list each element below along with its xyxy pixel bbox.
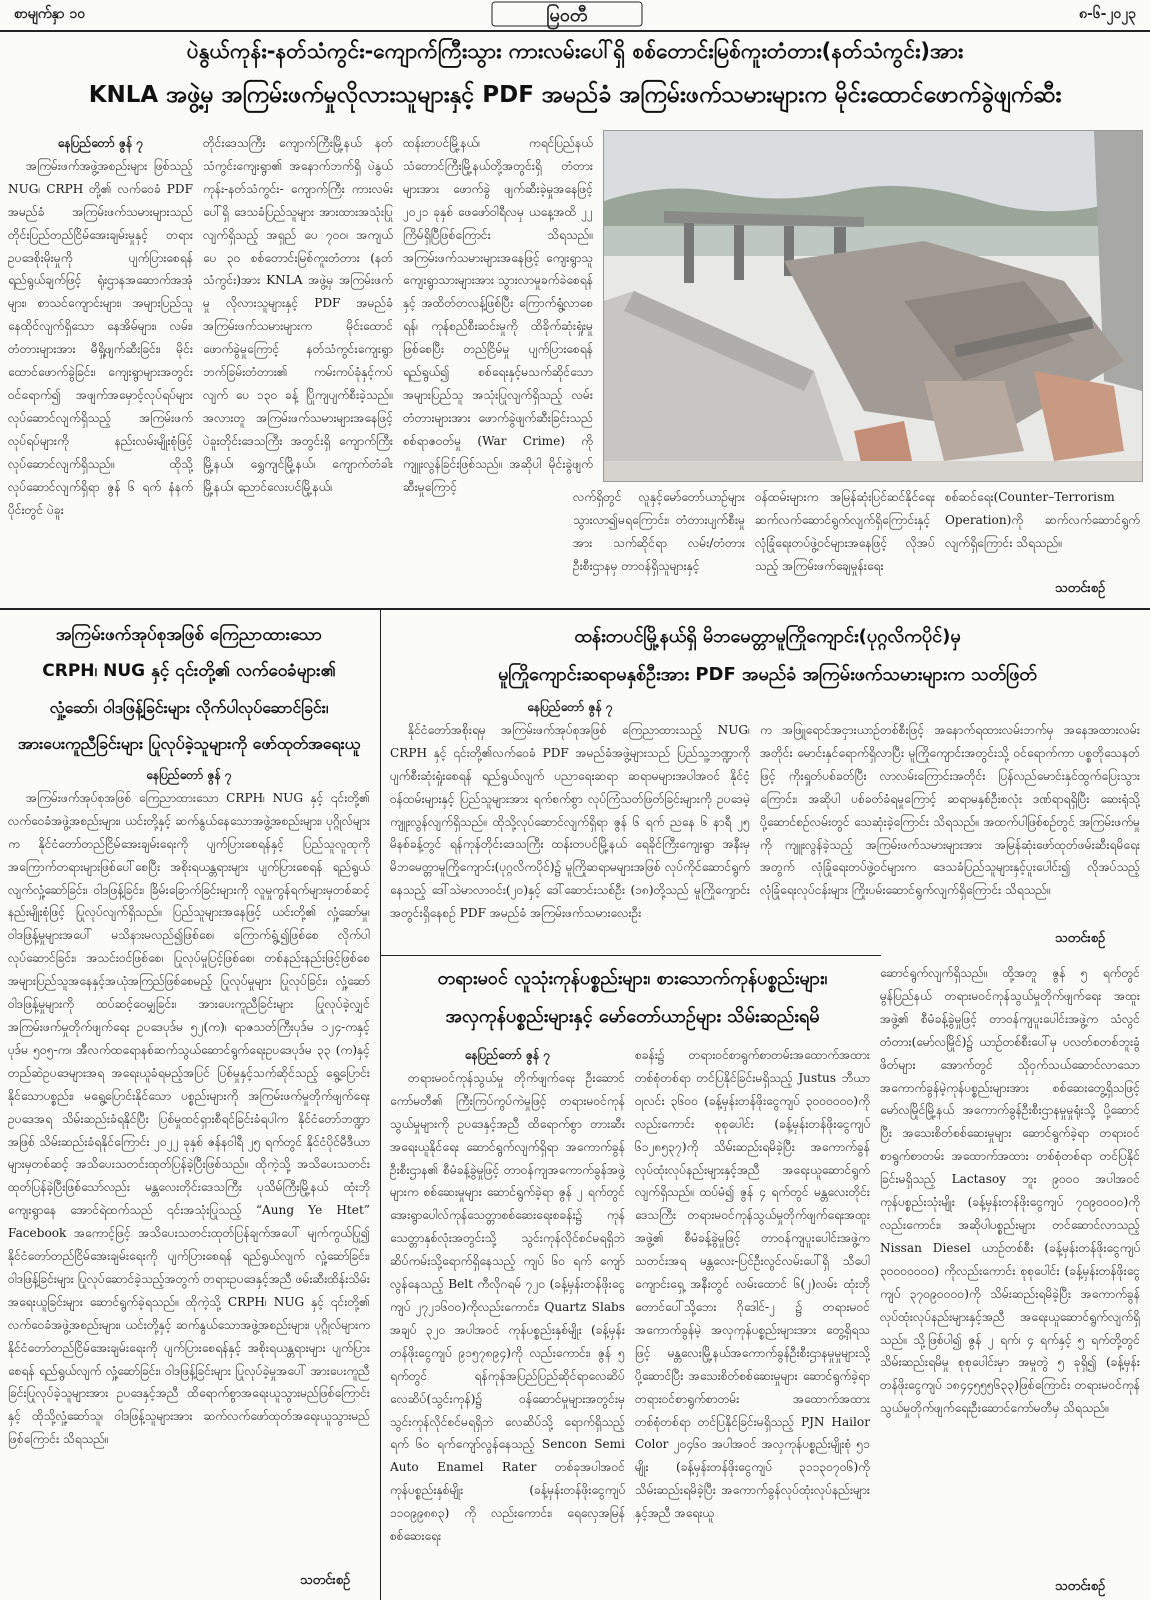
top-story-column-2 xyxy=(203,132,393,606)
left-headline-line-2: CRPH၊ NUG နှင့် ၎င်းတို့၏ လက်ဝေခံများ၏ xyxy=(42,661,336,681)
right-bottom-column-1 xyxy=(390,1044,625,1594)
top-story-paragraph-2: တိုင်းဒေသကြီး ကျောက်ကြီးမြို့နယ် နတ်သံကွင်းကျေးရွာ၏ အနောက်ဘက်ရှိ ပဲနွယ်ကုန်း-နတ်သံကွင်း- ကျောက်ကြီး ကားလမ်းပေါ်ရှိ ဒေသခံပြည်သူများ အားထားအသုံးပြုလျက်ရှိသည့် အရှည် ပေ ၇၀၀၊ အကျယ် ပေ ၃၀ စစ်တောင်းမြစ်ကူးတံတား (နတ်သံကွင်း)အား KNLA အဖွဲ့မှ အကြမ်းဖက်မှု လိုလားသူများနှင့် PDF အမည်ခံအကြမ်းဖက်သမားများက မိုင်းထောင်ဖောက်ခွဲမှုကြောင့် နတ်သံကွင်းကျေးရွာဘက်ခြမ်းတံတား၏ ကမ်းကပ်ခုံနှင့်ကပ်လျက် ပေ ၁၃၀ ခန့် ပြိုကျပျက်စီးခဲ့သည်။ အလားတူ အကြမ်းဖက်သမားများအနေဖြင့် ပဲခူးတိုင်းဒေသကြီး အတွင်းရှိ ကျောက်ကြီးမြို့နယ်၊ ရွှေကျင်မြို့နယ်၊ ကျောက်တံခါးမြို့နယ်၊ ညောင်လေးပင်မြို့နယ်၊ xyxy=(203,136,393,494)
top-story-column-4 xyxy=(573,486,745,606)
left-headline-line-1: အကြမ်းဖက်အုပ်စုအဖြစ် ကြေညာထားသော xyxy=(55,625,323,645)
right-bottom-headline-line-2: အလှကုန်ပစ္စည်းများနှင့် မော်တော်ယာဉ်များ သိမ်းဆည်းရမိ xyxy=(445,1006,820,1027)
right-top-dateline: နေပြည်တော် ဇွန် ၇ xyxy=(527,700,613,714)
right-bottom-column-3 xyxy=(880,962,1140,1577)
right-top-headline-line-2: မူကြိုကျောင်းဆရာမနှစ်ဦးအား PDF အမည်ခံ အကြမ်းဖက်သမားများက သတ်ဖြတ် xyxy=(498,664,1037,685)
right-bottom-dateline: နေပြည်တော် ဇွန် ၇ xyxy=(464,1048,551,1062)
right-top-column-1 xyxy=(390,696,750,946)
top-story-paragraph-6: စစ်ဆင်ရေး(Counter–Terrorism Operation)ကို ဆက်လက်ဆောင်ရွက်လျက်ရှိကြောင်း သိရသည်။ xyxy=(945,490,1140,550)
right-top-byline: သတင်းစဉ် xyxy=(1055,931,1106,946)
right-bottom-paragraph-2: စခန်း၌ တရားဝင်စာရွက်စာတမ်းအထောက်အထားတစ်စုံတစ်ရာ တင်ပြနိုင်ခြင်းမရှိသည့် Justus ဘီယာ ၀ုလင်း ၃၆၀၀ (ခန့်မှန်းတန်ဖိုးငွေကျပ် ၃၀၀၀၀၀၀)ကိုလည်းကောင်း စုစုပေါင်း (ခန့်မှန်းတန်ဖိုးငွေကျပ် ၆၁၂၈၅၃၇)ကို သိမ်းဆည်းရမိခဲ့ပြီး အကောက်ခွန်လုပ်ထုံးလုပ်နည်းများနှင့်အညီ အရေးယူဆောင်ရွက်လျက်ရှိသည်။ ထပ်မံ၍ ဇွန် ၄ ရက်တွင် မန္တလေးတိုင်းဒေသကြီး တရားမဝင်ကုန်သွယ်မှုတိုက်ဖျက်ရေးအထူးအဖွဲ့၏ စီမံခန့်ခွဲမှုဖြင့် တာဝန်ကျပူးပေါင်းအဖွဲ့က သတင်းအရ မန္တလေး-ပြင်ဦးလွင်လမ်းပေါ်ရှိ သီပေါကျောင်းရှေ့ အနီးတွင် လမ်းထောင် ၆(၂)လမ်း ထုံးဘိုတောင်ပေါ်သို့ဘေး ဂိုဒေါင်-၂ ၌ တရားမဝင်အကောက်ခွန်မဲ့ အလှကုန်ပစ္စည်းများအား တွေ့ရှိရသဖြင့် မန္တလေးမြို့နယ်အကောက်ခွန်ဦးစီးဌာနမှုမှုများသို့ ပို့ဆောင်ပြီး အသေးစိတ်စစ်ဆေးမှုများ ဆောင်ရွက်ခဲ့ရာ တရားဝင်စာရွက်စာတမ်း အထောက်အထားတစ်စုံတစ်ရာ တင်ပြနိုင်ခြင်းမရှိသည့် PJN Hailor Color ၂၀၄၆၀ အပါအဝင် အလှကုန်ပစ္စည်းမျိုးစုံ ၅၁ မျိုး (ခန့်မှန်းတန်ဖိုးငွေကျပ် ၃၁၁၃၀၇၀၆)ကိုသိမ်းဆည်းရမိခဲ့ပြီး အကောက်ခွန်လုပ်ထုံးလုပ်နည်းများနှင့်အညီ အရေးယူ xyxy=(635,1048,870,1521)
right-top-headline-line-1: ထန်းတပင်မြို့နယ်ရှိ မိဘမေတ္တာမူကြိုကျောင်း(ပုဂ္ဂလိကပိုင်)မှ xyxy=(574,626,961,647)
top-story-column-6 xyxy=(945,486,1140,586)
right-bottom-byline: သတင်းစဉ် xyxy=(1055,1579,1106,1594)
left-story-dateline: နေပြည်တော် ဇွန် ၇ xyxy=(146,768,232,782)
top-story-column-5 xyxy=(755,486,935,606)
right-top-paragraph-1: နိုင်ငံတော်အစိုးရမှ အကြမ်းဖက်အုပ်စုအဖြစ် ကြေညာထားသည့် NUG၊ CRPH နှင့် ၎င်းတို့၏လက်ဝေခံ PDF အမည်ခံအဖွဲ့များသည် ပြည်သူ့ဘဏ္ဍာကို ပျက်စီးဆုံးရှုံးစေရန် ရည်ရွယ်လျက် ပညာရေးဆရာ ဆရာမများအပါအဝင် နိုင်ငံ့ဝန်ထမ်းများနှင့် ပြည်သူများအား ရက်စက်စွာ လုပ်ကြံသတ်ဖြတ်ခြင်းများကို ဥပဒေမဲ့ကျူးလွန်လျက်ရှိသည်။ ထိုသို့လုပ်ဆောင်လျက်ရှိရာ ဇွန် ၆ ရက် ညနေ ၆ နာရီ ၂၅ မိနစ်ခန့်တွင် ရန်ကုန်တိုင်းဒေသကြီး ထန်းတပင်မြို့နယ် ရေခိုင်ကြီးကျေးရွာ အနီးမှ မိဘမေတ္တာမူကြိုကျောင်း(ပုဂ္ဂလိကပိုင်)၌ မူကြိုဆရာမများအဖြစ် လုပ်ကိုင်ဆောင်ရွက်နေသည့် ဒေါ်သဲမာလာဝင်း(၂၀)နှင့် ဒေါ်ဆောင်းသစ်ဦး (၁၈)တို့သည် မူကြိုကျောင်းအတွင်းရှိနေစဉ် PDF အမည်ခံ အကြမ်းဖက်သမားလေးဦး xyxy=(390,722,750,921)
left-story-body xyxy=(8,764,370,1564)
top-headline-line-1: ပဲနွယ်ကုန်း-နတ်သံကွင်း-ကျောက်ကြီးသွား ကားလမ်းပေါ်ရှိ စစ်တောင်းမြစ်ကူးတံတား(နတ်သံကွင်း)အား xyxy=(186,39,964,63)
issue-date: ၈-၆-၂၀၂၃ xyxy=(1079,6,1136,22)
page-number: စာမျက်နှာ ၁၀ xyxy=(14,6,86,22)
top-story-byline: သတင်းစဉ် xyxy=(1055,581,1106,596)
column-divider xyxy=(380,610,381,1600)
top-story-paragraph-1: အကြမ်းဖက်အဖွဲ့အစည်းများ ဖြစ်သည့် NUG၊ CRPH တို့၏ လက်ဝေခံ PDF အမည်ခံ အကြမ်းဖက်သမားများသည် တိုင်းပြည်တည်ငြိမ်အေးချမ်းမှုနှင့် တရားဥပဒေစိုးမိုးမှုကို ပျက်ပြားစေရန် ရည်ရွယ်ချက်ဖြင့် ရုံးဌာနအဆောက်အအုံများ၊ စာသင်ကျောင်းများ၊ အများပြည်သူနေထိုင်လျက်ရှိသော နေအိမ်များ၊ လမ်း၊ တံတားများအား မီရှို့ဖျက်ဆီးခြင်း၊ မိုင်းထောင်ဖောက်ခွဲခြင်း၊ ကျေးရွာများအတွင်း ဝင်ရောက်၍ အဖျက်အမှောင့်လုပ်ရပ်များ လုပ်ဆောင်လျက်ရှိသည့် အကြမ်းဖက်လုပ်ရပ်များကို နည်းလမ်းမျိုးစုံဖြင့် လုပ်ဆောင်လျက်ရှိသည်။ ထိုသို့ လုပ်ဆောင်လျက်ရှိရာ ဇွန် ၆ ရက် နံနက်ပိုင်းတွင် ပဲခူး xyxy=(8,158,193,517)
left-headline-line-3: လှုံ့ဆော်၊ ဝါဒဖြန့်ခြင်းများ လိုက်ပါလုပ်ဆောင်ခြင်း၊ xyxy=(49,698,329,717)
right-bottom-paragraph-1: တရားမဝင်ကုန်သွယ်မှု တိုက်ဖျက်ရေး ဦးဆောင်ကော်မတီ၏ ကြီးကြပ်ကွပ်ကဲမှုဖြင့် တရားမဝင်ကုန်သွယ်မှုများကို ဥပဒေနှင့်အညီ ထိရောက်စွာ တားဆီးအရေးယူနိုင်ရေး ဆောင်ရွက်လျက်ရှိရာ အကောက်ခွန်ဦးစီးဌာန၏ စီမံခန့်ခွဲမှုဖြင့် တာဝန်ကျအကောက်ခွန်အဖွဲ့များက စစ်ဆေးမှုများ ဆောင်ရွက်ခဲ့ရာ ဇွန် ၂ ရက်တွင် အေးရွာပေါလ်ကုန်သေတ္တာစစ်ဆေးရေးစခန်း၌ ကုန်သေတ္တာနှစ်လုံးအတွင်းသို့ သွင်းကုန်လိုင်စင်မရရှိဘဲ ဆိပ်ကမ်းသို့ရောက်ရှိနေသည့် ကျပ် ၆၀ ရက် ကျော်လွန်နေသည့် Belt ကီလိုဂရမ် ၇၂၀ (ခန့်မှန်းတန်ဖိုးငွေကျပ် ၂၇၂၁၆၀၀)ကိုလည်းကောင်း၊ Quartz Slabs အချပ် ၃၂၀ အပါအဝင် ကုန်ပစ္စည်းနှစ်မျိုး (ခန့်မှန်းတန်ဖိုးငွေကျပ် ၉၁၅၇၈၉၄)ကို လည်းကောင်း၊ ဇွန် ၅ ရက်တွင် ရန်ကုန်အပြည်ပြည်ဆိုင်ရာလေဆိပ် လေဆိပ်(သွင်းကုန်)၌ ဝန်ဆောင်မှုများအတွင်းမှ သွင်းကုန်လိုင်စင်မရရှိဘဲ လေဆိပ်သို့ ရောက်ရှိသည့်ရက် ၆၀ ရက်ကျော်လွန်နေသည့် Sencon Semi Auto Enamel Rater တစ်ခုအပါအဝင် ကုန်ပစ္စည်းနှစ်မျိုး (ခန့်မှန်းတန်ဖိုးငွေကျပ် ၁၁၀၉၉၈၈၃) ကို လည်းကောင်း၊ ရေလှေအမြန်စစ်ဆေးရေး xyxy=(390,1070,625,1544)
right-bottom-paragraph-3: ဆောင်ရွက်လျက်ရှိသည်။ ထို့အတူ ဇွန် ၅ ရက်တွင် မွန်ပြည်နယ် တရားမဝင်ကုန်သွယ်မှုတိုက်ဖျက်ရေး အထူးအဖွဲ့၏ စီမံခန့်ခွဲမှုဖြင့် တာဝန်ကျပူးပေါင်းအဖွဲ့က သံလွင်တံတား(မော်လမြိုင်)၌ ယာဉ်တစ်စီးပေါ်မှ ပလတ်စတစ်ဘူးခွံဖိတ်များ အောက်တွင် သိုဝှက်သယ်ဆောင်လာသောအကောက်ခွန်မဲ့ကုန်ပစ္စည်းများအား စစ်ဆေးတွေ့ရှိသဖြင့် မော်လမြိုင်မြို့နယ် အကောက်ခွန်ဦးစီးဌာနမှုမှုရုံးသို့ ပို့ဆောင်ပြီး အသေးစိတ်စစ်ဆေးမှုများ ဆောင်ရွက်ခဲ့ရာ တရားဝင်စာရွက်စာတမ်း အထောက်အထား တစ်စုံတစ်ရာ တင်ပြနိုင်ခြင်းမရှိသည့် Lactasoy ဘူး ၉၀၀၀ အပါအဝင် ကုန်ပစ္စည်းသုံးမျိုး (ခန့်မှန်းတန်ဖိုးငွေကျပ် ၇၀၉၀၀၀၀)ကိုလည်းကောင်း၊ အဆိုပါပစ္စည်းများ တင်ဆောင်လာသည့် Nissan Diesel ယာဉ်တစ်စီး (ခန့်မှန်းတန်ဖိုးငွေကျပ် ၃၀၀၀၀၀၀၀) ကိုလည်းကောင်း စုစုပေါင်း (ခန့်မှန်းတန်ဖိုးငွေကျပ် ၃၇၀၉၀၀၀၀)ကို သိမ်းဆည်းရမိခဲ့ပြီး အကောက်ခွန်လုပ်ထုံးလုပ်နည်းများနှင့်အညီ အရေးယူဆောင်ရွက်လျက်ရှိသည်။ သို့ဖြစ်ပါ၍ ဇွန် ၂ ရက်၊ ၄ ရက်နှင့် ၅ ရက်တို့တွင် သိမ်းဆည်းရမိမှု စုစုပေါင်းမှာ အမှုတွဲ ၅ ခုရှိ၍ (ခန့်မှန်းတန်ဖိုးငွေကျပ် ၁၈၄၄၅၅၅၆၃၃)ဖြစ်ကြောင်း တရားမဝင်ကုန်သွယ်မှုတိုက်ဖျက်ရေးဦးဆောင်ကော်မတီမှ သိရသည်။ xyxy=(880,966,1140,1416)
left-story-byline: သတင်းစဉ် xyxy=(300,1573,351,1588)
right-top-column-2 xyxy=(760,719,1140,919)
top-story-dateline: နေပြည်တော် ဇွန် ၇ xyxy=(57,136,144,150)
right-top-paragraph-2: က အဖြူရောင်အငှားယာဉ်တစ်စီးဖြင့် အနောက်ရထားလမ်းဘက်မှ အနေအထားလမ်းအတိုင်း မောင်းနှင်ရောက်ရှိလာပြီး မူကြိုကျောင်းအတွင်းသို့ ဝင်ရောက်ကာ ပစ္စတိုသေနတ်ဖြင့် ကိုးရှုတ်ပစ်ခတ်ပြီး လာလမ်းကြောင်းအတိုင်း ပြန်လည်မောင်းနှင်ထွက်ပြေးသွားကြောင်း၊ အဆိုပါ ပစ်ခတ်ခံရမှုကြောင့် ဆရာမနှစ်ဦးစလုံး ဒဏ်ရာရရှိပြီး ဆေးရုံသို့ ပို့ဆောင်စဉ်လမ်းတွင် သေဆုံးခဲ့ကြောင်း သိရသည်။ အထက်ပါဖြစ်စဉ်တွင် အကြမ်းဖက်မှုကို ကျူးလွန်ခဲ့သည့် အကြမ်းဖက်သမားများအား အမြန်ဆုံးဖော်ထုတ်ဖမ်းဆီးရမိရေးအတွက် လုံခြုံရေးတပ်ဖွဲ့ဝင်များက ဒေသခံပြည်သူများနှင့်ပူးပေါင်း၍ လိုအပ်သည့် လုံခြုံရေးလုပ်ငန်းများ ကြိုးပမ်းဆောင်ရွက်လျက်ရှိကြောင်း သိရသည်။ xyxy=(760,723,1140,898)
top-story-paragraph-5: ဝန်ထမ်းများက အမြန်ဆုံးပြင်ဆင်နိုင်ရေး ဆက်လက်ဆောင်ရွက်လျက်ရှိကြောင်းနှင့် လုံခြုံရေးတပ်ဖွဲ့ဝင်များအနေဖြင့် လိုအပ်သည့် အကြမ်းဖက်ချေမှုန်းရေး xyxy=(755,490,935,573)
right-bottom-headline-line-1: တရားမဝင် လူသုံးကုန်ပစ္စည်းများ၊ စားသောက်ကုန်ပစ္စည်းများ၊ xyxy=(437,968,828,989)
bridge-photo-icon xyxy=(604,131,1142,481)
bridge-damage-photo xyxy=(603,130,1143,482)
left-story-paragraph: အကြမ်းဖက်အုပ်စုအဖြစ် ကြေညာထားသော CRPH၊ NUG နှင့် ၎င်းတို့၏ လက်ဝေခံအဖွဲ့အစည်းများ၊ ယင်းတို့နှင့် ဆက်နွယ်နေသောအဖွဲ့အစည်းများ၊ ပုဂ္ဂိုလ်များက နိုင်ငံတော်တည်ငြိမ်အေးချမ်းရေးကို ပျက်ပြားစေရန်နှင့် ပြည်သူလူထုကို အကြောက်တရားများဖြစ်ပေါ်စေပြီး အစိုးရယန္တရားများ ပျက်ပြားစေရန် ရည်ရွယ်လျက်လှုံ့ဆော်ခြင်း၊ ဝါဒဖြန့်ခြင်း၊ ခြိမ်းခြောက်ခြင်းများကို လူမှုကွန်ရက်များမှတစ်ဆင့် နည်းမျိုးစုံဖြင့် ပြုလုပ်လျက်ရှိသည်။ ပြည်သူများအနေဖြင့် ယင်းတို့၏ လှုံ့ဆော်မှု၊ ဝါဒဖြန့်မှုများအပေါ် မသိနားမလည်၍ဖြစ်စေ၊ ကြောက်ရွံ့၍ဖြစ်စေ လိုက်ပါလုပ်ဆောင်ခြင်း၊ အသင်းဝင်ဖြစ်စေ၊ ပြုလုပ်မှုပြင့်ဖြစ်စေ၊ တစ်နည်းနည်းဖြင့်ဖြစ်စေ အများပြည်သူအနေနှင့်အယုံအကြည်ဖြစ်စေမည့် ပြုလုပ်မှုများ ပြုလုပ်ခြင်း၊ လှုံ့ဆော်ဝါဒဖြန့်မှုများကို ထပ်ဆင့်ဝေမျှခြင်း၊ အားပေးကူညီခြင်းများ ပြုလုပ်ခဲ့လျှင် အကြမ်းဖက်မှုတိုက်ဖျက်ရေး ဥပဒေပုဒ်မ ၅၂(က)၊ ရာဇသတ်ကြီးပုဒ်မ ၁၂၄-ကနှင့် ပုဒ်မ ၅၀၅-က၊ အီလက်ထရောနစ်ဆက်သွယ်ဆောင်ရွက်ရေးဥပဒေပုဒ်မ ၃၃ (က)နှင့် တည်ဆဲဥပဒေများအရ အရေးယူခံရမည့်အပြင် ပြစ်မှုနှင့်သက်ဆိုင်သည့် ရွေ့ပြောင်းနိုင်သောပစ္စည်း၊ မရွေ့ပြောင်းနိုင်သော ပစ္စည်းများကို အကြမ်းဖက်မှုတိုက်ဖျက်ရေးဥပဒေအရ သိမ်းဆည်းခံရနိုင်ပြီး ပြစ်မှုထင်ရှားစီရင်ခြင်းခံရပါက နိုင်ငံတော်ဘဏ္ဍာအဖြစ် သိမ်းဆည်းခံရနိုင်ကြောင်း ၂၀၂၂ ခုနှစ် ဇန်နဝါရီ ၂၅ ရက်တွင် နိုင်ငံပိုင်မီဒီယာများမှတစ်ဆင့် အသိပေးသတင်းထုတ်ပြန်ခဲ့ပြီးဖြစ်သည်။ ထိုကဲ့သို့ အသိပေးသတင်းထုတ်ပြန်ခဲ့ပြီးဖြစ်သော်လည်း မန္တလေးတိုင်းဒေသကြီး ပုသိမ်ကြီးမြို့နယ် ထုံးဘိုကျေးရွာနေ အောင်ရဲထက်သည် ၎င်းအသုံးပြုသည့် “Aung Ye Htet” Facebook အကောင့်ဖြင့် အသိပေးသတင်းထုတ်ပြန်ချက်အပေါ် မျက်ကွယ်ပြု၍ နိုင်ငံတော်တည်ငြိမ်အေးချမ်းရေးကို ပျက်ပြားစေရန် ရည်ရွယ်လျက် လှုံ့ဆော်ခြင်း၊ ဝါဒဖြန့်ခြင်းများ ပြုလုပ်ဆောင်ခဲ့သည့်အတွက် တရားဥပဒေနှင့်အညီ ဖမ်းဆီးထိန်းသိမ်းအရေးယူခြင်းများ ဆောင်ရွက်ခဲ့ရသည်။ ထိုကဲ့သို့ CRPH၊ NUG နှင့် ၎င်းတို့၏ လက်ဝေခံအဖွဲ့အစည်းများ၊ ယင်းတို့နှင့် ဆက်နွယ်သောအဖွဲ့အစည်းများ၊ ပုဂ္ဂိုလ်များက နိုင်ငံတော်တည်ငြိမ်အေးချမ်းရေးကို ပျက်ပြားစေရန်နှင့် အစိုးရယန္တရားများ ပျက်ပြားစေရန် ရည်ရွယ်လျက် လှုံ့ဆော်ခြင်း၊ ဝါဒဖြန့်ခြင်းများ ပြုလုပ်ခဲ့မှုအပေါ် အားပေးကူညီခြင်းပြုလုပ်ခဲ့သူများအား ဥပဒေနှင့်အညီ ထိရောက်စွာအရေးယူသွားမည်ဖြစ်ကြောင်းနှင့် ထိုသို့လှုံ့ဆော်သူ၊ ဝါဒဖြန့်သူများအား ဆက်လက်ဖော်ထုတ်အရေးယူသွားမည်ဖြစ်ကြောင်း သိရသည်။ xyxy=(8,790,370,1447)
top-story-paragraph-3: ထန်းတပင်မြို့နယ်၊ ကရင်ပြည်နယ် သံတောင်ကြီးမြို့နယ်တို့အတွင်းရှိ တံတားများအား ဖောက်ခွဲ ဖျက်ဆီးခဲ့မှုအနေဖြင့် ၂၀၂၁ ခုနှစ် ဖေဖော်ဝါရီလမှ ယနေ့အထိ ၂၂ ကြိမ်ရှိပြီဖြစ်ကြောင်း သိရသည်။ အကြမ်းဖက်သမားများအနေဖြင့် ကျေးရွာသူ ကျေးရွာသားများအား သွားလာမှုခက်ခဲစေရန်နှင့် အထိတ်တလန့်ဖြစ်ပြီး ကြောက်ရွံ့လာစေရန်၊ ကုန်စည်စီးဆင်းမှုကို ထိခိုက်ဆုံးရှုံးမှု ဖြစ်စေပြီး တည်ငြိမ်မှု ပျက်ပြားစေရန် ရည်ရွယ်၍ စစ်ရေးနှင့်မသက်ဆိုင်သော အများပြည်သူ အသုံးပြုလျက်ရှိသည့် လမ်းတံတားများအား ဖောက်ခွဲဖျက်ဆီးခြင်းသည် စစ်ရာဇဝတ်မှု (War Crime) ကို ကျူးလွန်ခြင်းဖြစ်သည်။ အဆိုပါ မိုင်းခွဲဖျက်ဆီးမှုကြောင့် xyxy=(403,136,593,494)
header-rule xyxy=(0,30,1150,32)
masthead-logo-icon xyxy=(462,0,672,30)
section-rule xyxy=(0,608,1150,610)
top-story-column-1 xyxy=(8,132,193,606)
right-section-rule xyxy=(381,955,881,956)
top-story-paragraph-4: လက်ရှိတွင် လူနှင့်မော်တော်ယာဉ်များ သွားလာ၍မရကြောင်း၊ တံတားပျက်စီးမှုအား သက်ဆိုင်ရာ လမ်း/တံတားဦးစီးဌာနမှ တာဝန်ရှိသူများနှင့် xyxy=(573,490,745,573)
top-headline-line-2: KNLA အဖွဲ့မှ အကြမ်းဖက်မှုလိုလားသူများနှင့် PDF အမည်ခံ အကြမ်းဖက်သမားများက မိုင်းထောင်ဖောက်ခွဲဖျက်ဆီး xyxy=(88,82,1062,108)
masthead-text: မြဝတီ xyxy=(546,5,588,26)
left-headline-line-4: အားပေးကူညီခြင်းများ ပြုလုပ်ခဲ့သူများကို ဖော်ထုတ်အရေးယူ xyxy=(17,734,361,753)
top-story-column-3 xyxy=(403,132,593,606)
masthead-logo xyxy=(462,0,672,30)
right-bottom-column-2 xyxy=(635,1044,870,1594)
